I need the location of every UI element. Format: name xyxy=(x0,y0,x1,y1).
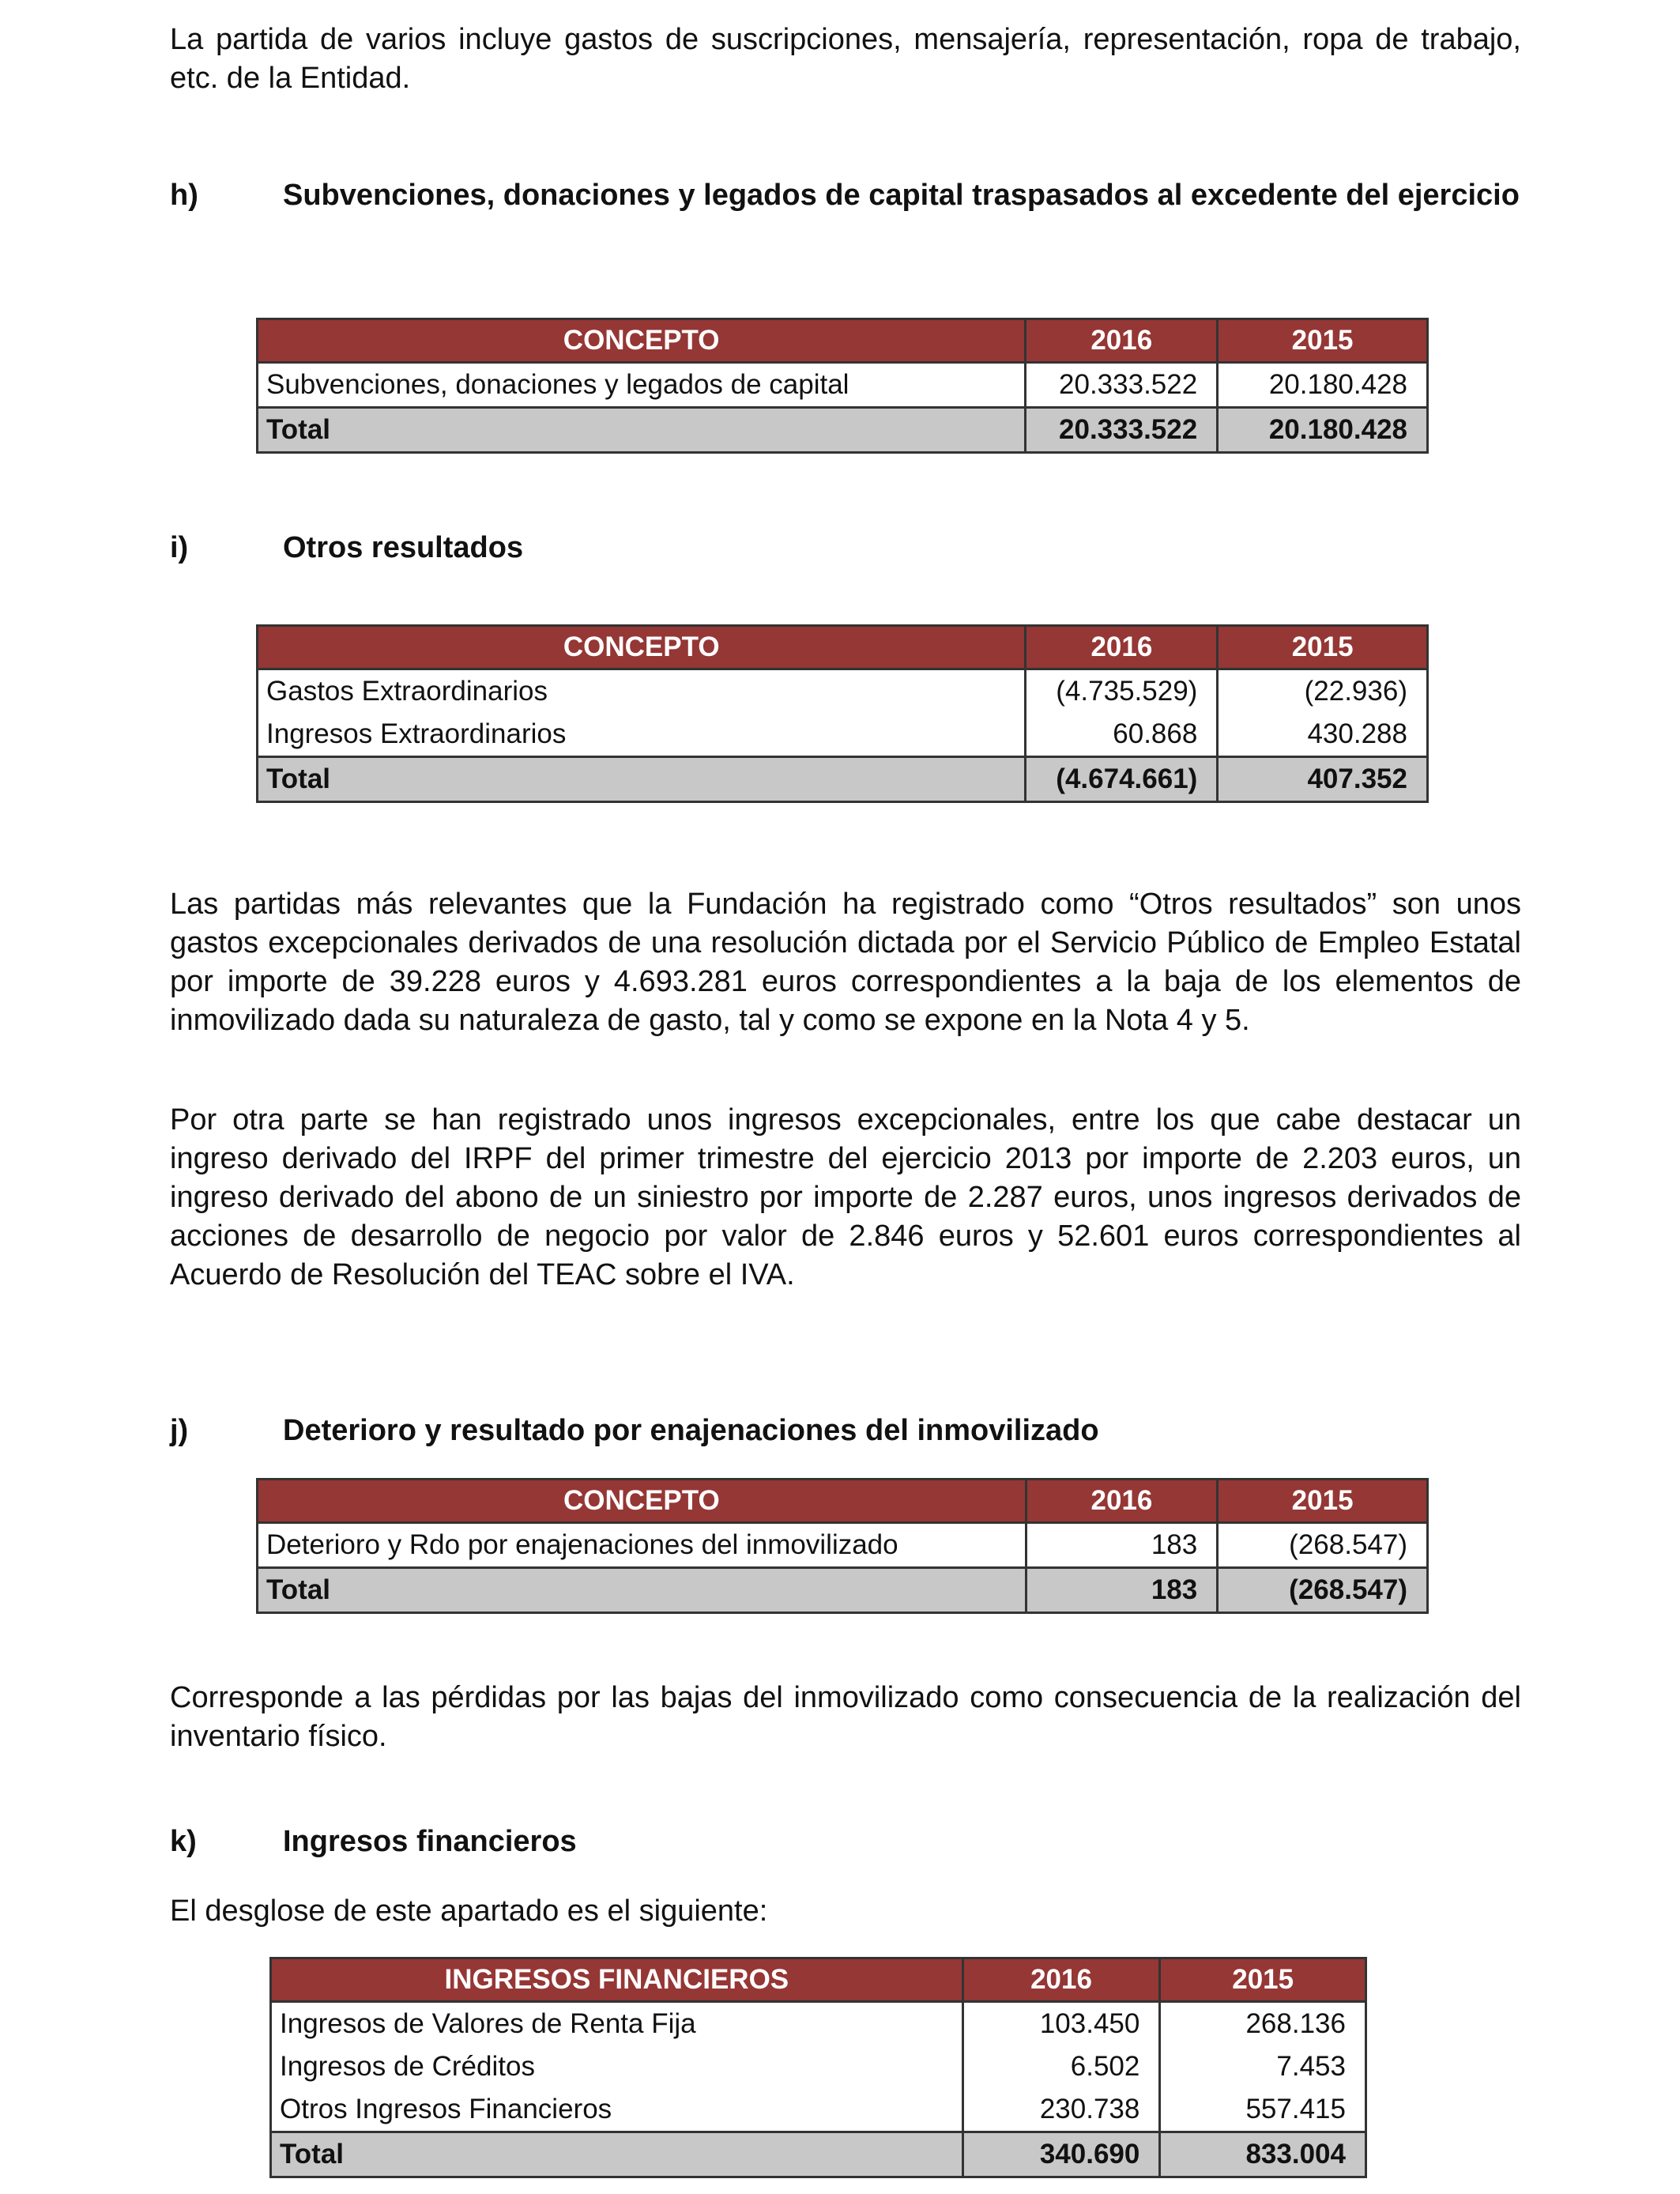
section-i-title: Otros resultados xyxy=(283,531,524,564)
table-j-header-2016: 2016 xyxy=(1026,1480,1218,1523)
row-value-2015: 20.180.428 xyxy=(1218,363,1428,408)
row-label: Deterioro y Rdo por enajenaciones del inmovilizado xyxy=(258,1523,1026,1568)
table-j-header-2015: 2015 xyxy=(1218,1480,1428,1523)
row-value-2015: 430.288 xyxy=(1218,713,1428,757)
row-value-2016: (4.735.529) xyxy=(1026,669,1218,714)
table-k-header-2015: 2015 xyxy=(1160,1958,1366,2002)
table-total-row xyxy=(258,757,1428,802)
total-label: Total xyxy=(258,408,1026,453)
row-value-2016: 230.738 xyxy=(962,2088,1160,2132)
table-row xyxy=(258,669,1428,714)
section-k-heading xyxy=(170,1822,1521,1861)
table-i-header-2016: 2016 xyxy=(1026,626,1218,669)
table-h-header-2016: 2016 xyxy=(1026,319,1218,363)
row-value-2016: 60.868 xyxy=(1026,713,1218,757)
table-row xyxy=(271,2088,1366,2132)
section-j-heading xyxy=(170,1411,1521,1450)
section-k-letter: k) xyxy=(170,1825,197,1858)
table-k-header-row xyxy=(271,1958,1366,2002)
row-label: Ingresos de Valores de Renta Fija xyxy=(271,2002,963,2046)
row-label: Ingresos de Créditos xyxy=(271,2045,963,2088)
row-value-2015: 268.136 xyxy=(1160,2002,1366,2046)
table-row xyxy=(271,2045,1366,2088)
row-label: Subvenciones, donaciones y legados de capital xyxy=(258,363,1026,408)
intro-paragraph: La partida de varios incluye gastos de suscripciones, mensajería, representación, ropa de trabajo, etc. de la Entidad. xyxy=(170,23,1521,95)
row-value-2016: 20.333.522 xyxy=(1026,363,1218,408)
section-j-title: Deterioro y resultado por enajenaciones del inmovilizado xyxy=(283,1414,1099,1447)
row-label: Gastos Extraordinarios xyxy=(258,669,1026,714)
section-k-title: Ingresos financieros xyxy=(283,1825,577,1858)
total-value-2015: 407.352 xyxy=(1218,757,1428,802)
section-i-paragraph-2: Por otra parte se han registrado unos ingresos excepcionales, entre los que cabe destacar un ingreso derivado del IRPF del primer trimestre del ejercicio 2013 por importe de 2.203 euros, un ingreso derivado del abono de un siniestro por importe de 2.287 euros, unos ingresos derivados de acciones de desarrollo de negocio por valor de 2.846 euros y 52.601 euros correspondientes al Acuerdo de Resolución del TEAC sobre el IVA. xyxy=(170,1103,1521,1291)
total-label: Total xyxy=(258,1568,1026,1613)
total-value-2015: 833.004 xyxy=(1160,2132,1366,2177)
row-value-2015: 7.453 xyxy=(1160,2045,1366,2088)
table-h-header-concepto: CONCEPTO xyxy=(258,319,1026,363)
section-k-intro: El desglose de este apartado es el siguiente: xyxy=(170,1894,768,1928)
row-label: Ingresos Extraordinarios xyxy=(258,713,1026,757)
section-h-title: Subvenciones, donaciones y legados de capital traspasados al excedente del ejercicio xyxy=(283,179,1520,212)
row-value-2016: 103.450 xyxy=(962,2002,1160,2046)
table-j-header-concepto: CONCEPTO xyxy=(258,1480,1026,1523)
section-j-letter: j) xyxy=(170,1414,189,1447)
table-i-header-concepto: CONCEPTO xyxy=(258,626,1026,669)
row-value-2016: 6.502 xyxy=(962,2045,1160,2088)
table-j-header-row xyxy=(258,1480,1428,1523)
table-total-row xyxy=(258,408,1428,453)
table-k xyxy=(269,1957,1367,2178)
row-label: Otros Ingresos Financieros xyxy=(271,2088,963,2132)
total-value-2016: 20.333.522 xyxy=(1026,408,1218,453)
table-row xyxy=(258,713,1428,757)
table-row xyxy=(258,363,1428,408)
row-value-2015: (22.936) xyxy=(1218,669,1428,714)
table-row xyxy=(258,1523,1428,1568)
table-h-header-row xyxy=(258,319,1428,363)
table-h-header-2015: 2015 xyxy=(1218,319,1428,363)
total-value-2016: 340.690 xyxy=(962,2132,1160,2177)
total-label: Total xyxy=(271,2132,963,2177)
table-i-header-row xyxy=(258,626,1428,669)
row-value-2016: 183 xyxy=(1026,1523,1218,1568)
section-i-heading xyxy=(170,528,1521,567)
table-total-row xyxy=(271,2132,1366,2177)
table-h xyxy=(256,318,1429,454)
table-i xyxy=(256,624,1429,803)
section-h-heading xyxy=(170,175,1521,215)
total-value-2015: (268.547) xyxy=(1218,1568,1428,1613)
table-total-row xyxy=(258,1568,1428,1613)
table-row xyxy=(271,2002,1366,2046)
section-i-letter: i) xyxy=(170,531,189,564)
table-i-header-2015: 2015 xyxy=(1218,626,1428,669)
section-i-paragraph-1: Las partidas más relevantes que la Fundación ha registrado como “Otros resultados” son unos gastos excepcionales derivados de una resolución dictada por el Servicio Público de Empleo Estatal por importe de 39.228 euros y 4.693.281 euros correspondientes a la baja de los elementos de inmovilizado dada su naturaleza de gasto, tal y como se expone en la Nota 4 y 5. xyxy=(170,888,1521,1037)
total-label: Total xyxy=(258,757,1026,802)
table-k-header-concepto: INGRESOS FINANCIEROS xyxy=(271,1958,963,2002)
row-value-2015: 557.415 xyxy=(1160,2088,1366,2132)
table-k-header-2016: 2016 xyxy=(962,1958,1160,2002)
section-h-letter: h) xyxy=(170,179,198,212)
total-value-2016: 183 xyxy=(1026,1568,1218,1613)
total-value-2015: 20.180.428 xyxy=(1218,408,1428,453)
table-j xyxy=(256,1478,1429,1614)
total-value-2016: (4.674.661) xyxy=(1026,757,1218,802)
row-value-2015: (268.547) xyxy=(1218,1523,1428,1568)
section-j-paragraph: Corresponde a las pérdidas por las bajas del inmovilizado como consecuencia de la realización del inventario físico. xyxy=(170,1681,1521,1753)
